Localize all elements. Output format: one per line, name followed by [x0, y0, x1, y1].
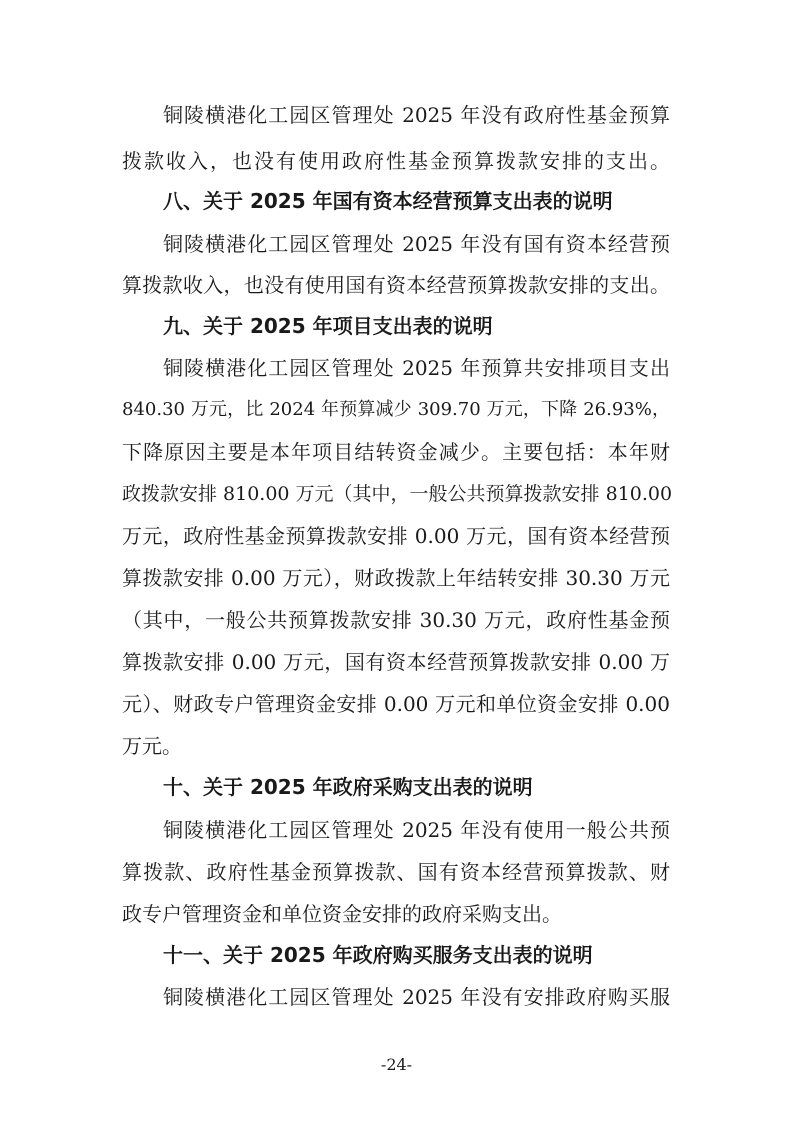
page-number: -24- [380, 1055, 413, 1074]
section-heading: 十一、关于 2025 年政府购买服务支出表的说明 [163, 943, 593, 967]
paragraph-line: 铜陵横港化工园区管理处 2025 年预算共安排项目支出 [163, 356, 670, 380]
paragraph-line: 铜陵横港化工园区管理处 2025 年没有国有资本经营预 [163, 232, 670, 256]
paragraph-line: 元）、财政专户管理资金安排 0.00 万元和单位资金安排 0.00 [122, 692, 670, 716]
paragraph-line: 算拨款收入，也没有使用国有资本经营预算拨款安排的支出。 [122, 273, 670, 297]
paragraph-line: 算拨款、政府性基金预算拨款、国有资本经营预算拨款、财 [122, 860, 670, 884]
section-heading: 八、关于 2025 年国有资本经营预算支出表的说明 [163, 189, 613, 213]
paragraph-line: 840.30 万元，比 2024 年预算减少 309.70 万元，下降 26.93%， [122, 399, 670, 420]
paragraph-line: 铜陵横港化工园区管理处 2025 年没有使用一般公共预 [163, 818, 670, 842]
paragraph-line: 拨款收入，也没有使用政府性基金预算拨款安排的支出。 [122, 149, 670, 173]
paragraph-line: 万元，政府性基金预算拨款安排 0.00 万元，国有资本经营预 [122, 524, 670, 548]
paragraph-line: 算拨款安排 0.00 万元），财政拨款上年结转安排 30.30 万元 [122, 566, 670, 590]
paragraph-line: 万元。 [122, 734, 182, 758]
paragraph-line: 政专户管理资金和单位资金安排的政府采购支出。 [122, 902, 562, 926]
paragraph-line: （其中，一般公共预算拨款安排 30.30 万元，政府性基金预 [122, 608, 670, 632]
paragraph-line: 算拨款安排 0.00 万元，国有资本经营预算拨款安排 0.00 万 [122, 650, 670, 674]
paragraph-line: 政拨款安排 810.00 万元（其中，一般公共预算拨款安排 810.00 [122, 483, 673, 505]
section-heading: 九、关于 2025 年项目支出表的说明 [163, 314, 493, 338]
section-heading: 十、关于 2025 年政府采购支出表的说明 [163, 775, 533, 799]
paragraph-line: 下降原因主要是本年项目结转资金减少。主要包括：本年财 [122, 440, 670, 464]
paragraph-line: 铜陵横港化工园区管理处 2025 年没有安排政府购买服 [163, 985, 670, 1009]
paragraph-line: 铜陵横港化工园区管理处 2025 年没有政府性基金预算 [163, 103, 670, 127]
